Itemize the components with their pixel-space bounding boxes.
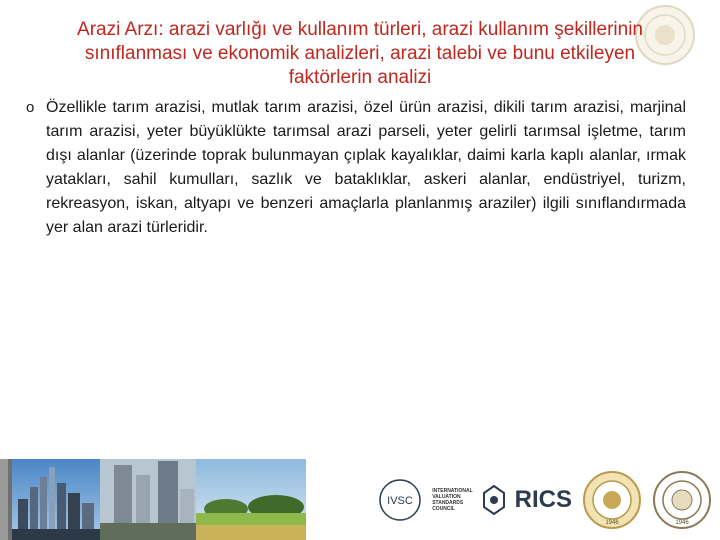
bullet-marker: o [26,99,35,116]
city-skyline-image [12,459,100,540]
svg-text:IVSC: IVSC [387,494,414,507]
footer-banner [0,459,720,540]
title-line-3: faktörlerin analizi [288,67,432,88]
partner-logos [306,459,720,540]
svg-text:1946: 1946 [605,519,619,526]
svg-text:1946: 1946 [675,519,689,526]
countryside-photo-image [196,459,306,540]
rics-emblem-icon [483,485,505,515]
bullet-paragraph [26,96,686,240]
ivsc-caption: INTERNATIONAL VALUATION STANDARDS COUNCIL [432,487,473,512]
paragraph-text: Özellikle tarım arazisi, mutlak tarım arazisi, özel ürün arazisi, dikili tarım arazisi, marjinal tarım arazisi, yeter büyüklükte tarımsal arazi parseli, yeter gelirli tarımsal işletme, tarım dışı alanlar (üzerinde toprak bulunmayan çıplak kayalıklar, daimi karla kaplı alanlar, ırmak yatakları, sahil kumulları, sazlık ve bataklıklar, askeri alanlar, endüstriyel, turizm, rekreasyon, iskan, altyapı ve benzeri amaçlarla planlanmış araziler) ilgili sınıflandırmada yer alan arazi türleridir. [46,99,686,236]
title-line-1: Arazi Arzı: arazi varlığı ve kullanım türleri, arazi kullanım şekillerinin [77,19,643,40]
tower-photo-image [100,459,196,540]
title-line-2: sınıflanması ve ekonomik analizleri, arazi talebi ve bunu etkileyen [84,43,636,64]
rics-logo: RICS [514,485,572,513]
ivsc-logo-icon [378,478,422,522]
slide-title [20,18,700,90]
ankara-university-seal-icon [652,470,712,530]
ankara-university-seal-icon [582,470,642,530]
footer-stripe [0,459,8,540]
